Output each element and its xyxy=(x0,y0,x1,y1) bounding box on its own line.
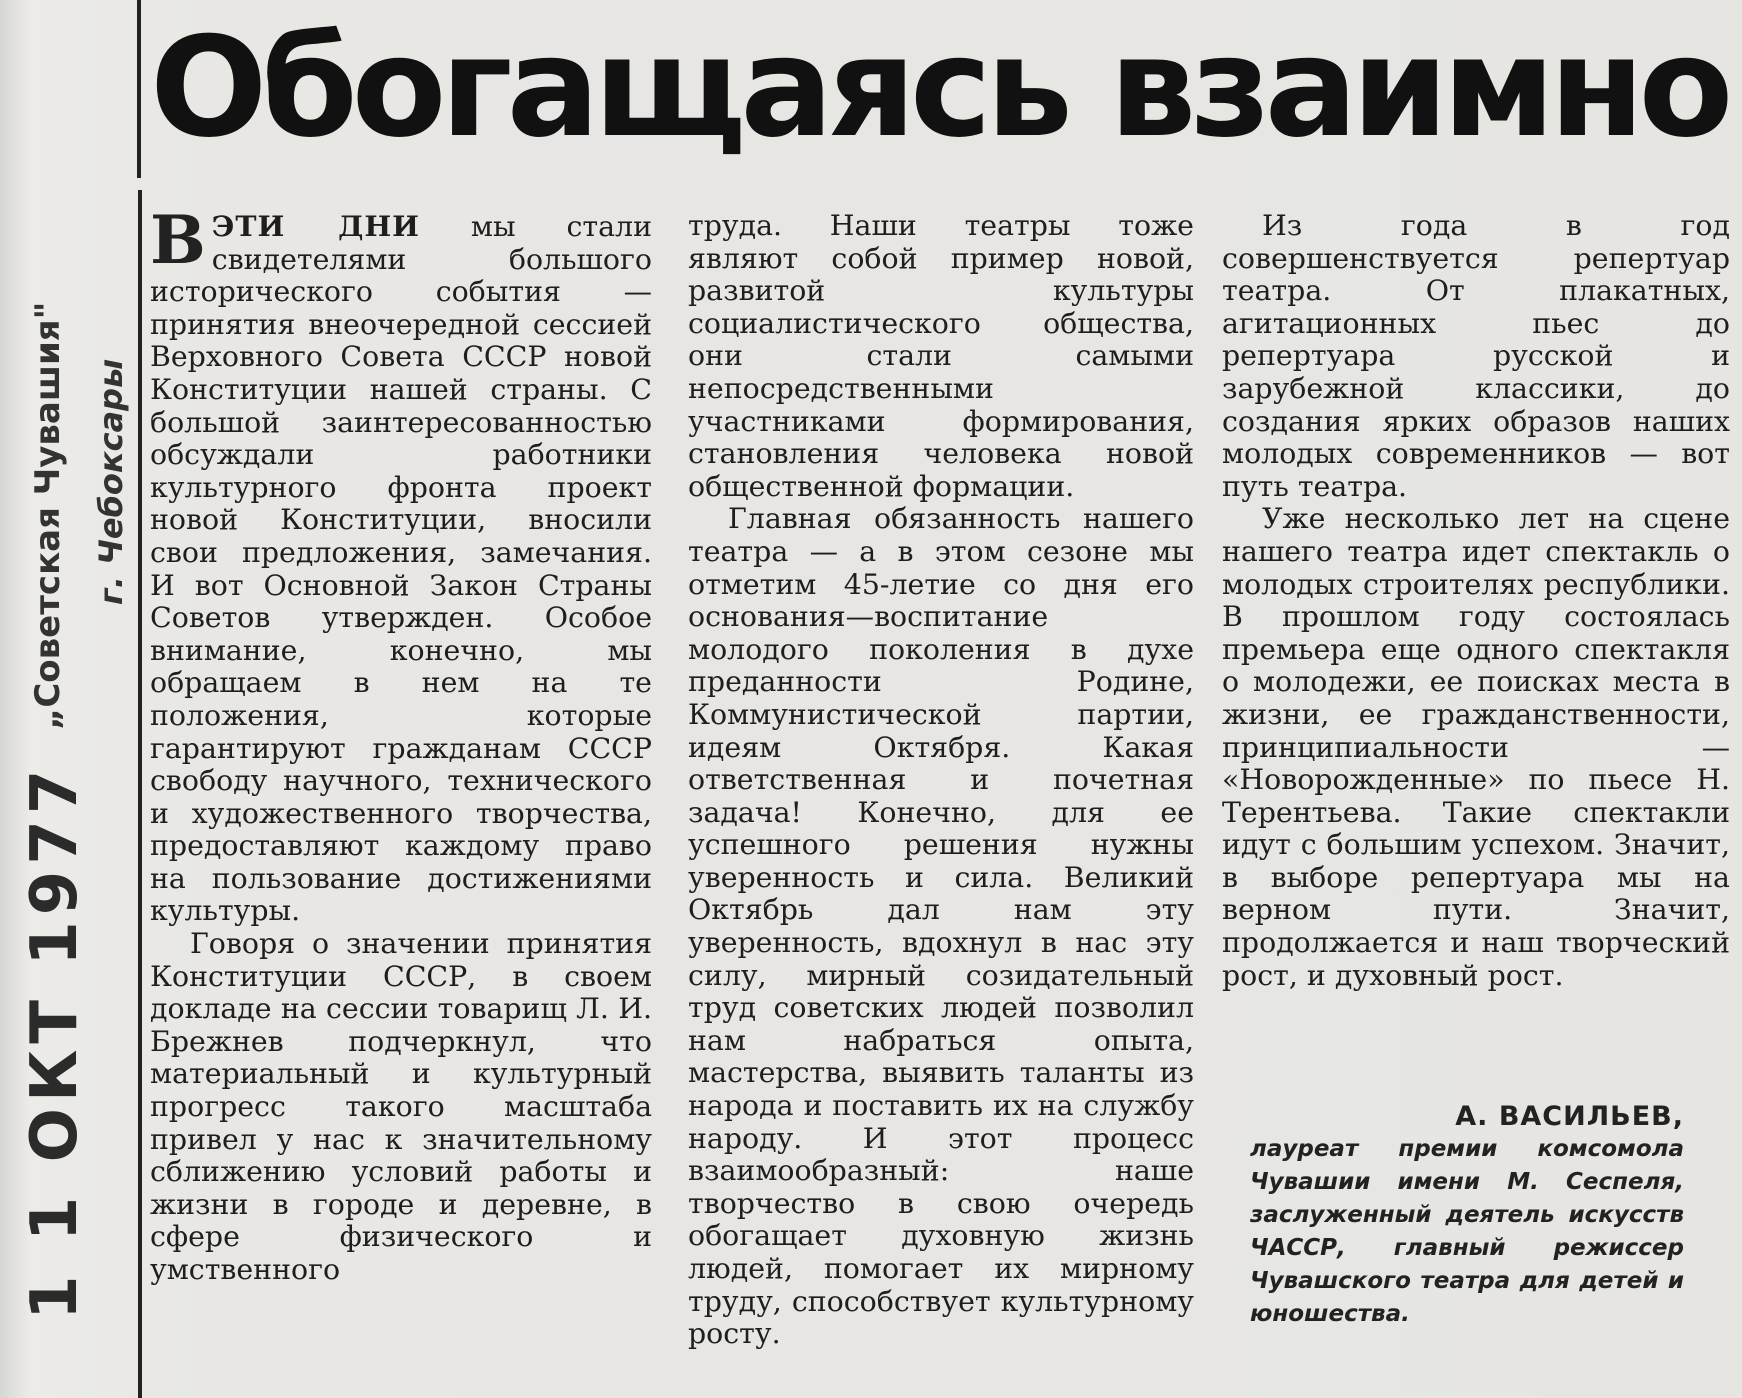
paragraph: Главная обязанность нашего театра — а в этом сезоне мы отметим 45-летие со дня его основания—воспитание молодого поколения в духе преданности Родине, Коммунистической партии, идеям Октября. Какая ответственная и почетная задача! Конечно, для ее успешного решения нужны уверенность и сила. Великий Октябрь дал нам эту уверенность, вдохнул в нас эту силу, мирный созидательный труд советских людей позволил нам набраться опыта, мастерства, выявить таланты из народа и поставить их на службу народу. И этот процесс взаимообразный: наше творчество в свою очередь обогащает духовную жизнь людей, помогает их мирному труду, способствует культурному росту. xyxy=(688,502,1194,1351)
date-stamp: 1 1 ОКТ 1977 xyxy=(18,763,92,1320)
paragraph: Говоря о значении принятия Конституции СССР, в своем докладе на сессии товарищ Л. И. Брежнев подчеркнул, что материальный и культурный прогресс такого масштаба привел у нас к значительному сближению условий работы и жизни в городе и деревне, в сфере физического и умственного xyxy=(150,927,652,1286)
lead-in: ЭТИ ДНИ xyxy=(211,209,420,243)
author-block xyxy=(1250,1100,1684,1331)
article-column-2 xyxy=(688,210,1194,1351)
author-title: лауреат премии комсомола Чувашии имени М. Сеспеля, заслуженный деятель искусств ЧАССР, главный режиссер Чувашского театра для детей и юношества. xyxy=(1250,1136,1684,1327)
drop-cap: В xyxy=(150,201,206,279)
paragraph: труда. Наши театры тоже являют собой пример новой, развитой культуры социалистического общества, они стали самыми непосредственными участниками формирования, становления человека новой общественной формации. xyxy=(688,209,1194,503)
paragraph: Из года в год совершенствуется репертуар театра. От плакатных, агитационных пьес до репертуара русской и зарубежной классики, до создания ярких образов наших молодых современников — вот путь театра. xyxy=(1222,209,1730,503)
city-label: г. Чебоксары xyxy=(92,358,130,605)
source-label: „Советская Чувашия" xyxy=(28,301,68,730)
article-column-3 xyxy=(1222,210,1730,992)
author-name: А. ВАСИЛЬЕВ, xyxy=(1455,1101,1684,1132)
column-rule-main xyxy=(138,190,142,1398)
column-rule-top xyxy=(137,0,141,178)
paragraph xyxy=(150,201,653,928)
article-headline: Обогащаясь взаимно xyxy=(150,8,1728,168)
article-column-1 xyxy=(150,201,653,1287)
paragraph: Уже несколько лет на сцене нашего театра идет спектакль о молодых строителях республики. В прошлом году состоялась премьера еще одного спектакля о молодежи, ее поисках места в жизни, ее гражданственности, принципиальности — «Новорожденные» по пьесе Н. Терентьева. Такие спектакли идут с большим успехом. Значит, в выборе репертуара мы на верном пути. Значит, продолжается и наш творческий рост, и духовный рост. xyxy=(1222,502,1730,992)
paragraph-text: мы стали свидетелями большого исторического события — принятия внеочередной сессией Верховного Совета СССР новой Конституции нашей страны. С большой заинтересованностью обсуждали работники культурного фронта проект новой Конституции, вносили свои предложения, замечания. И вот Основной Закон Страны Советов утвержден. Особое внимание, конечно, мы обращаем в нем на те положения, которые гарантируют гражданам СССР свободу научного, технического и художественного творчества, предоставляют каждому право на пользование достижениями культуры. xyxy=(150,210,653,928)
